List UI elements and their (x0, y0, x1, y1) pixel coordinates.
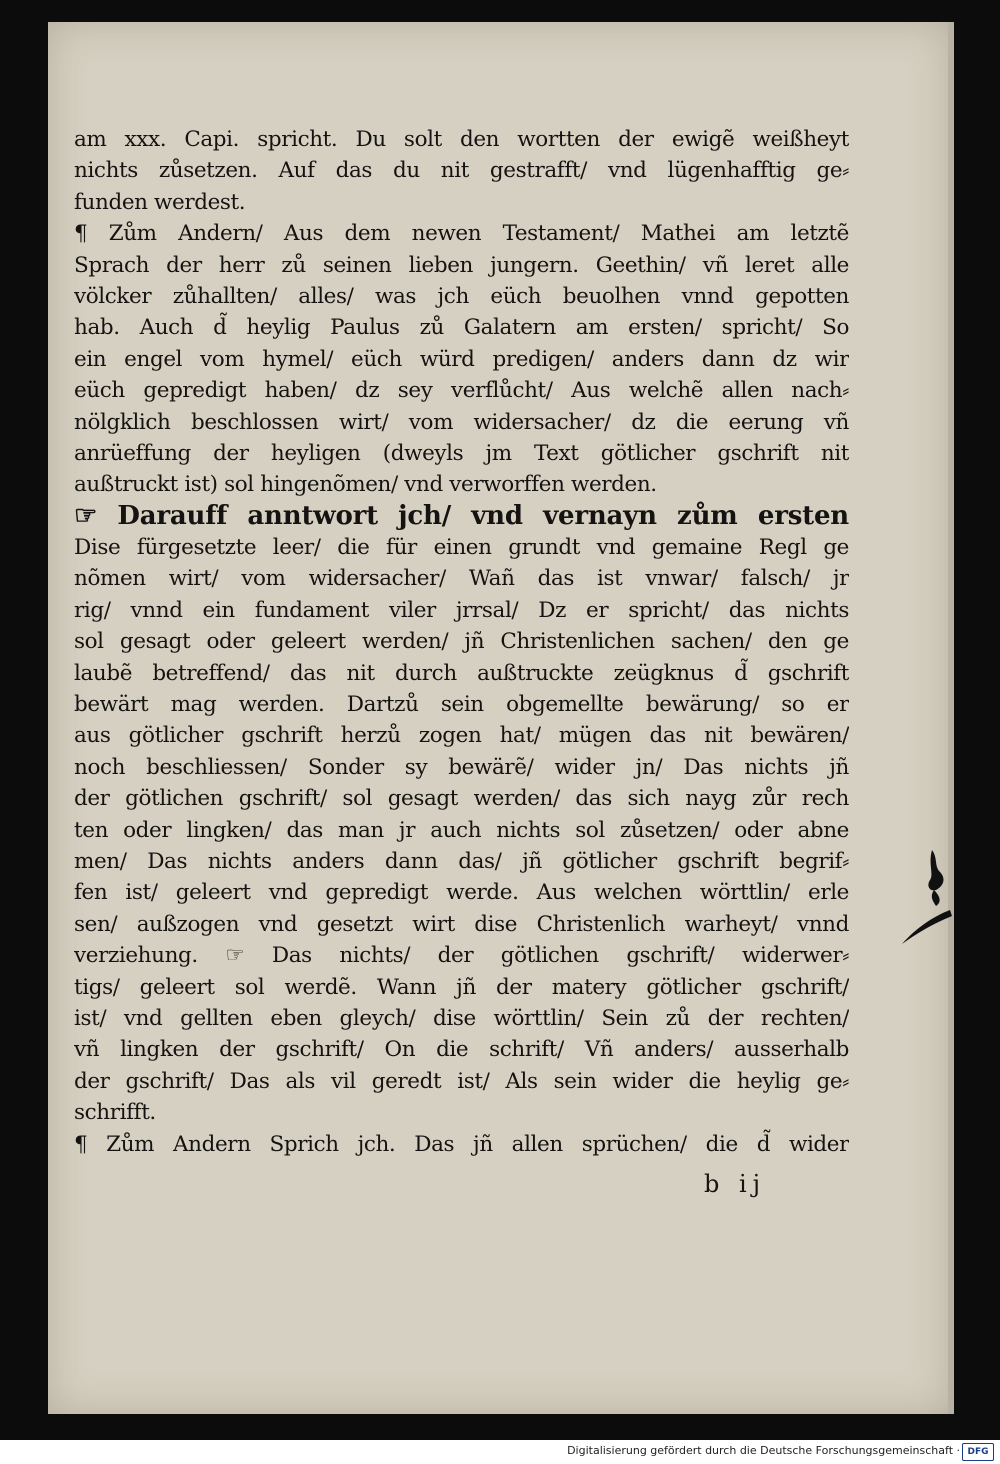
text-line: ist/ vnd gellten eben gleych/ dise wörttlin/ Sein zů der rechten/ (74, 1005, 849, 1031)
text-line: Dise fürgesetzte leer/ die für einen grundt vnd gemaine Regl ge (74, 535, 849, 561)
book-page (48, 22, 950, 1414)
text-line: ¶ Zům Andern/ Aus dem newen Testament/ Mathei am letztẽ (74, 221, 849, 247)
text-line: sen/ außzogen vnd gesetzt wirt dise Christenlich warheyt/ vnnd (74, 911, 849, 937)
text-line: außtruckt ist) sol hingenõmen/ vnd verworffen werden. (74, 472, 657, 498)
text-line: nichts zůsetzen. Auf das du nit gestrafft/ vnd lügenhafftig ge⸗ (74, 158, 849, 184)
page-edge (948, 22, 954, 1414)
ink-blot-icon (890, 840, 970, 960)
text-line: laubẽ betreffend/ das nit durch außtruckte zeügknus d̃ gschrift (74, 660, 849, 686)
funding-credit: Digitalisierung gefördert durch die Deutsche Forschungsgemeinschaft · (567, 1444, 960, 1457)
text-line: rig/ vnnd ein fundament viler jrrsal/ Dz er spricht/ das nichts (74, 597, 849, 623)
text-line: völcker zůhallten/ alles/ was jch eüch beuolhen vnnd gepotten (74, 283, 849, 309)
text-line: verziehung. ☞ Das nichts/ der götlichen gschrift/ widerwer⸗ (74, 943, 849, 969)
text-line: der gschrift/ Das als vil geredt ist/ Als sein wider die heylig ge⸗ (74, 1068, 849, 1094)
text-line: sol gesagt oder geleert werden/ jñ Christenlichen sachen/ den ge (74, 629, 849, 655)
dfg-logo: DFG (962, 1443, 994, 1461)
signature-mark: b ij (704, 1170, 767, 1198)
text-line: schrifft. (74, 1100, 156, 1126)
text-line: Sprach der herr zů seinen lieben jungern. Geethin/ vñ leret alle (74, 252, 849, 278)
text-block (74, 124, 849, 1160)
text-line: ¶ Zům Andern Sprich jch. Das jñ allen sprüchen/ die d̃ wider (74, 1131, 849, 1157)
text-line: eüch gepredigt haben/ dz sey verflůcht/ Aus welchẽ allen nach⸗ (74, 378, 849, 404)
text-line: noch beschliessen/ Sonder sy bewärẽ/ wider jn/ Das nichts jñ (74, 754, 849, 780)
text-line: tigs/ geleert sol werdẽ. Wann jñ der matery götlicher gschrift/ (74, 974, 849, 1000)
text-line: anrüeffung der heyligen (dweyls jm Text götlicher gschrift nit (74, 440, 849, 466)
text-line: bewärt mag werden. Dartzů sein obgemellte bewärung/ so er (74, 692, 849, 718)
text-line: ten oder lingken/ das man jr auch nichts sol zůsetzen/ oder abne (74, 817, 849, 843)
text-line: funden werdest. (74, 189, 246, 215)
text-line: fen ist/ geleert vnd gepredigt werde. Aus welchen wörttlin/ erle (74, 880, 849, 906)
text-line: men/ Das nichts anders dann das/ jñ götlicher gschrift begrif⸗ (74, 848, 849, 874)
text-line: aus götlicher gschrift herzů zogen hat/ mügen das nit bewären/ (74, 723, 849, 749)
footer-bar (0, 1440, 1000, 1464)
text-line: nölgklich beschlossen wirt/ vom widersacher/ dz die eerung vñ (74, 409, 849, 435)
text-line: am xxx. Capi. spricht. Du solt den wortten der ewigẽ weißheyt (74, 127, 849, 152)
text-line: hab. Auch d̃ heylig Paulus zů Galatern am ersten/ spricht/ So (74, 315, 849, 341)
text-line: vñ lingken der gschrift/ On die schrift/ Vñ anders/ ausserhalb (74, 1037, 849, 1063)
text-line: der götlichen gschrift/ sol gesagt werden/ das sich nayg zůr rech (74, 786, 849, 812)
text-line: nõmen wirt/ vom widersacher/ Wañ das ist vnwar/ falsch/ jr (74, 566, 849, 592)
text-line: ein engel vom hymel/ eüch würd predigen/ anders dann dz wir (74, 346, 849, 372)
section-heading: ☞ Darauff anntwort jch/ vnd vernayn zům ersten (74, 500, 849, 531)
